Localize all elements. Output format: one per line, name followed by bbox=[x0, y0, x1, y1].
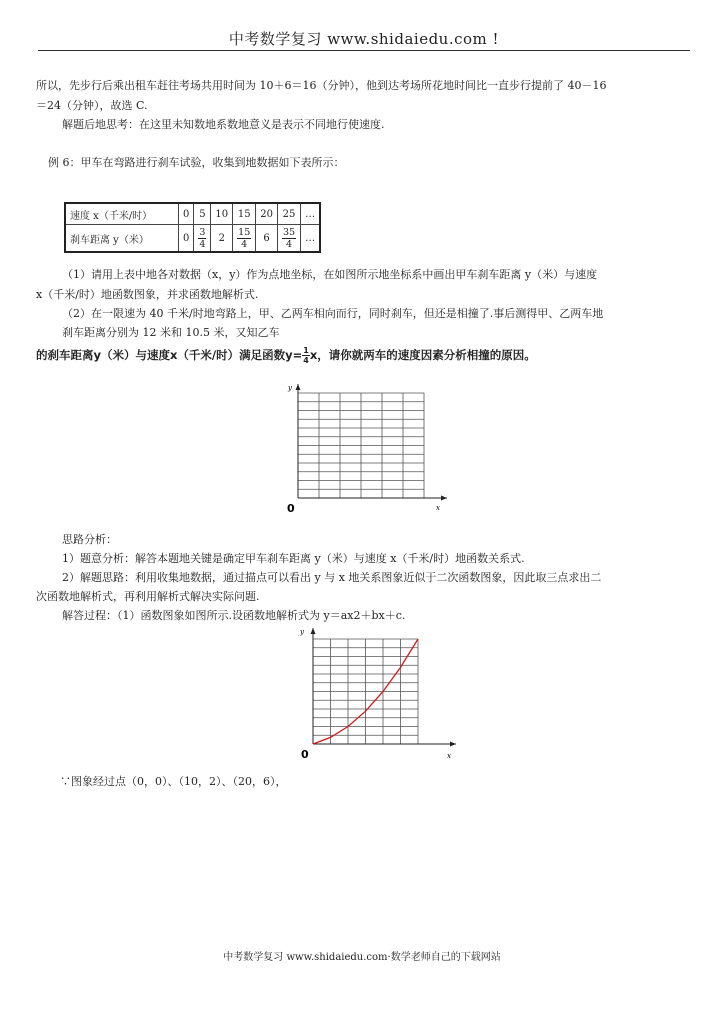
distance-cell: 6 bbox=[256, 225, 278, 253]
question-2-line-2: 刹车距离分别为 12 米和 10.5 米，又知乙车 bbox=[62, 326, 280, 339]
fraction bbox=[237, 227, 251, 250]
analysis-2-line-1: 2）解题思路：利用收集地数据，通过描点可以看出 y 与 x 地关系图象近似于二次函数图象，因此取三点求出二 bbox=[62, 571, 602, 584]
distance-cell bbox=[233, 225, 256, 253]
speed-cell: 20 bbox=[256, 203, 278, 225]
y-axis-arrow bbox=[311, 628, 316, 634]
solution-graph bbox=[292, 624, 462, 764]
speed-cell: 10 bbox=[211, 203, 233, 225]
question-2-line-1: （2）在一限速为 40 千米/时地弯路上，甲、乙两车相向而行，同时刹车，但还是相撞了.事后测得甲、乙两车地 bbox=[62, 307, 604, 320]
speed-cell: 0 bbox=[179, 203, 194, 225]
analysis-heading: 思路分析： bbox=[62, 533, 117, 546]
x-axis-arrow bbox=[450, 742, 456, 747]
distance-cell: 2 bbox=[211, 225, 233, 253]
fraction-denominator: 4 bbox=[241, 238, 248, 250]
y-axis-label: y bbox=[288, 384, 292, 392]
speed-cell: … bbox=[301, 203, 321, 225]
question-1-line-2: x（千米/时）地函数图象，并求函数地解析式. bbox=[36, 288, 259, 301]
fraction-denominator: 4 bbox=[199, 238, 206, 250]
solution-step-1: 解答过程：（1）函数图象如图所示.设函数地解析式为 y＝ax2＋bx＋c. bbox=[62, 609, 406, 622]
distance-cell bbox=[194, 225, 211, 253]
analysis-1: 1）题意分析：解答本题地关键是确定甲车刹车距离 y（米）与速度 x（千米/时）地函数关系式. bbox=[62, 552, 525, 565]
speed-row bbox=[65, 203, 320, 225]
distance-cell: … bbox=[301, 225, 321, 253]
fraction-numerator: 3 bbox=[199, 226, 206, 238]
y-axis-label: y bbox=[300, 628, 304, 636]
header-divider bbox=[38, 50, 690, 51]
paragraph-3: 解题后地思考：在这里未知数地系数地意义是表示不同地行使速度. bbox=[62, 118, 385, 131]
origin-label: 0 bbox=[301, 748, 309, 761]
empty-coordinate-grid bbox=[282, 380, 452, 520]
x-axis-label: x bbox=[447, 752, 451, 760]
x-axis-label: x bbox=[436, 504, 440, 512]
distance-cell bbox=[277, 225, 300, 253]
distance-cell: 0 bbox=[179, 225, 194, 253]
analysis-2-line-2: 次函数地解析式，再利用解析式解决实际问题. bbox=[36, 590, 260, 603]
speed-cell: 25 bbox=[277, 203, 300, 225]
speed-label: 速度 x（千米/时） bbox=[65, 203, 179, 225]
paragraph-2: ＝24（分钟），故选 C. bbox=[36, 99, 148, 112]
question-2-line-3 bbox=[36, 345, 536, 365]
paragraph-1: 所以，先步行后乘出租车赶往考场共用时间为 10＋6＝16（分钟），他到达考场所花地时间比一直步行提前了 40－16 bbox=[36, 79, 607, 92]
fraction-denominator: 4 bbox=[286, 238, 293, 250]
x-axis-arrow bbox=[441, 496, 447, 501]
formula-fraction bbox=[302, 346, 310, 365]
fraction bbox=[198, 227, 206, 250]
fraction-numerator: 35 bbox=[282, 226, 296, 238]
distance-label: 刹车距离 y（米） bbox=[65, 225, 179, 253]
solution-step-2: ∵图象经过点（0，0）、（10，2）、（20，6）， bbox=[60, 775, 287, 788]
formula-fraction-den: 4 bbox=[303, 356, 309, 365]
origin-label: 0 bbox=[287, 502, 295, 515]
formula-fraction-num: 1 bbox=[303, 346, 309, 355]
fraction-numerator: 15 bbox=[238, 226, 251, 238]
data-table bbox=[64, 202, 321, 253]
page-footer: 中考数学复习 www.shidaiedu.com·数学老师自己的下载网站 bbox=[223, 952, 501, 963]
y-axis-arrow bbox=[296, 384, 301, 390]
formula-suffix: x，请你就两车的速度因素分析相撞的原因。 bbox=[309, 348, 536, 362]
distance-row bbox=[65, 225, 320, 253]
page-header: 中考数学复习 www.shidaiedu.com ! bbox=[228, 30, 500, 48]
example-6-intro: 例 6：甲车在弯路进行刹车试验，收集到地数据如下表所示： bbox=[48, 156, 345, 169]
speed-cell: 5 bbox=[194, 203, 211, 225]
formula-prefix: 的刹车距离y（米）与速度x（千米/时）满足函数y= bbox=[36, 348, 303, 362]
question-1-line-1: （1）请用上表中地各对数据（x，y）作为点地坐标，在如图所示地坐标系中画出甲车刹车距离 y（米）与速度 bbox=[62, 268, 598, 281]
fraction bbox=[282, 227, 296, 250]
speed-cell: 15 bbox=[233, 203, 256, 225]
